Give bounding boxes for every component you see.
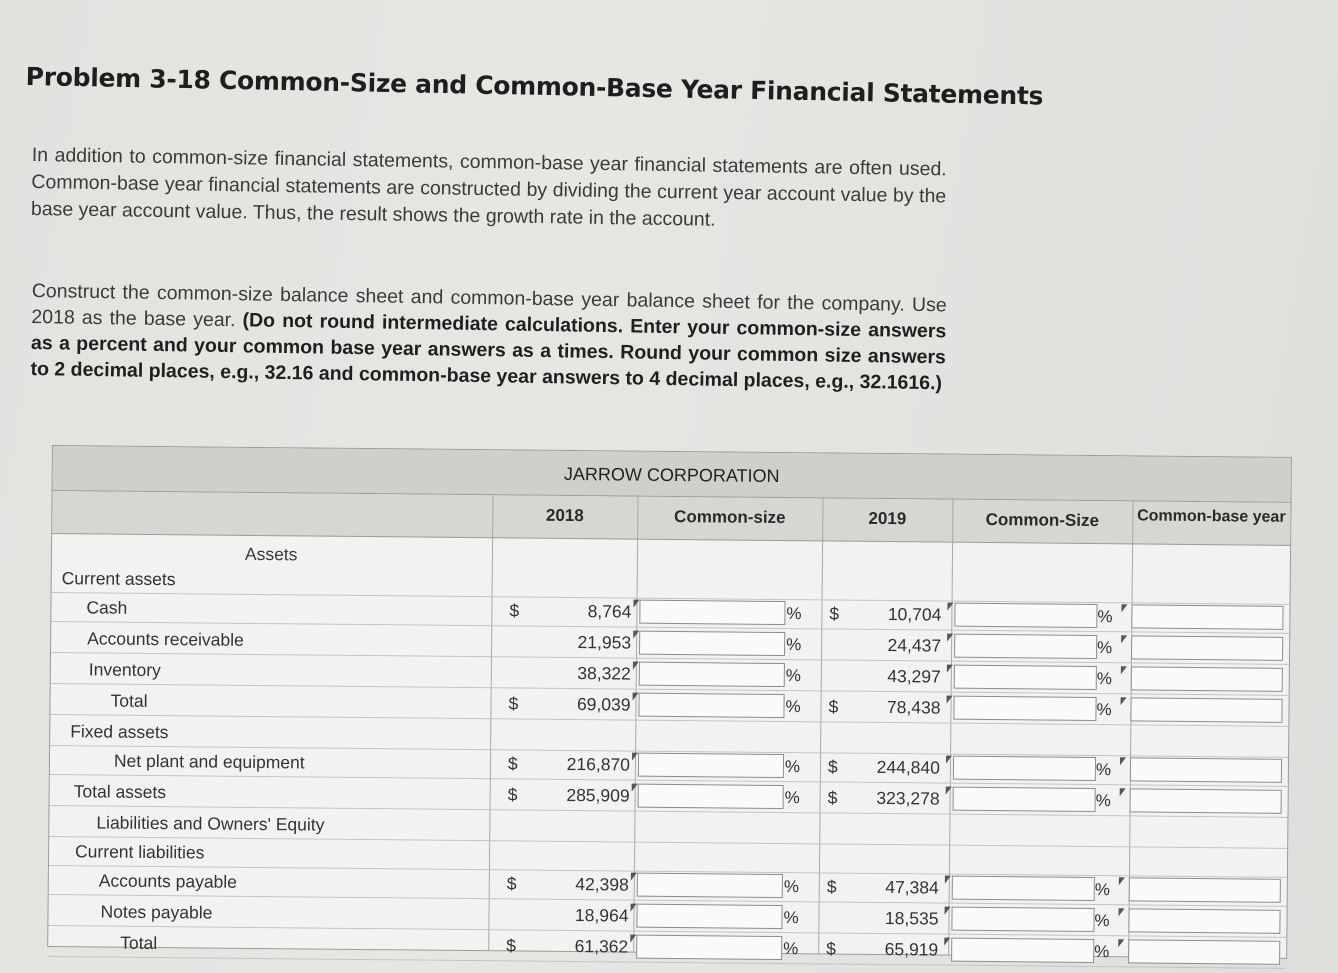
- col-common-size-2019: Common-Size: [985, 509, 1100, 531]
- common-base-year-input[interactable]: [1128, 908, 1280, 933]
- dollar-sign: $: [826, 876, 837, 897]
- value-2018: 21,953: [577, 632, 632, 653]
- row-label: Total assets: [73, 781, 167, 803]
- common-base-year-input[interactable]: [1130, 697, 1282, 722]
- input-flag: [946, 756, 952, 764]
- common-base-year-input[interactable]: [1131, 666, 1283, 691]
- input-flag: [944, 938, 950, 946]
- percent-sign: %: [786, 635, 802, 655]
- input-flag: [947, 603, 953, 611]
- common-size-2018-input[interactable]: [636, 935, 782, 960]
- row-label: Fixed assets: [70, 721, 169, 743]
- company-name: JARROW CORPORATION: [563, 463, 780, 486]
- common-base-year-input[interactable]: [1130, 757, 1282, 782]
- common-size-2019-input[interactable]: [953, 787, 1096, 812]
- input-flag: [1121, 635, 1127, 643]
- percent-sign: %: [785, 666, 802, 686]
- row-label: Notes payable: [100, 901, 213, 923]
- value-2018: 38,322: [577, 663, 631, 684]
- intro-paragraph: In addition to common-size financial statements, common-base year financial statements are often used. Common-base year financial statements are constructed by dividing the current year account value by the base year account value. Thus, the result shows the growth rate in the account.: [30, 143, 947, 231]
- input-flag: [1119, 908, 1125, 916]
- percent-sign: %: [1094, 911, 1110, 931]
- value-2019: 18,535: [884, 908, 939, 929]
- common-base-year-input[interactable]: [1130, 788, 1282, 813]
- row-label: Total: [110, 690, 148, 711]
- percent-sign: %: [784, 757, 801, 777]
- value-2018: 285,909: [566, 784, 630, 806]
- col-common-size-2018: Common-size: [674, 506, 786, 528]
- dollar-sign: $: [827, 787, 838, 808]
- col-common-base-year: Common-base year: [1137, 507, 1286, 526]
- common-base-year-input[interactable]: [1131, 604, 1283, 629]
- value-2018: 42,398: [575, 874, 629, 895]
- value-2018: 8,764: [587, 601, 632, 622]
- value-2019: 65,919: [884, 939, 939, 960]
- percent-sign: %: [1095, 791, 1111, 811]
- value-2018: 216,870: [566, 753, 631, 775]
- common-base-year-input[interactable]: [1129, 877, 1281, 902]
- problem-title: Problem 3-18 Common-Size and Common-Base Year Financial Statements: [25, 62, 1044, 111]
- input-flag: [1120, 788, 1126, 796]
- row-label: Cash: [86, 597, 128, 618]
- row-label: Current liabilities: [75, 841, 205, 863]
- percent-sign: %: [1097, 607, 1113, 627]
- common-size-2019-input[interactable]: [952, 876, 1095, 901]
- common-size-2018-input[interactable]: [638, 753, 784, 778]
- percent-sign: %: [1096, 700, 1112, 720]
- input-flag: [945, 907, 951, 915]
- percent-sign: %: [783, 877, 800, 897]
- value-2018: 18,964: [574, 905, 629, 926]
- input-flag: [1120, 757, 1126, 765]
- common-size-2018-input[interactable]: [637, 873, 783, 898]
- value-2019: 78,438: [886, 697, 941, 718]
- row-label: Inventory: [88, 659, 161, 681]
- input-flag: [947, 634, 953, 642]
- row-label: Accounts payable: [98, 870, 238, 892]
- percent-sign: %: [784, 788, 800, 808]
- input-flag: [1121, 666, 1127, 674]
- common-size-2018-input[interactable]: [639, 631, 785, 656]
- instructions-bold: (Do not round intermediate calculations. Enter your common-size answers as a percent and your common base year answers as a times. Round your common size answers to 2 decimal places, e.g., 32.16 and common-base year answers to 4 decimal places, e.g., 32.1616.): [30, 309, 947, 395]
- row-label: Liabilities and Owners' Equity: [96, 812, 325, 835]
- dollar-sign: $: [826, 938, 837, 959]
- common-size-2018-input[interactable]: [636, 904, 782, 929]
- common-size-2018-input[interactable]: [638, 693, 784, 718]
- common-size-2018-input[interactable]: [638, 784, 784, 809]
- row-label: Current assets: [61, 568, 176, 590]
- value-2019: 323,278: [876, 787, 940, 809]
- common-size-2019-input[interactable]: [951, 907, 1094, 932]
- dollar-sign: $: [506, 935, 517, 956]
- percent-sign: %: [783, 908, 799, 928]
- percent-sign: %: [1096, 669, 1113, 689]
- dollar-sign: $: [829, 603, 840, 624]
- instructions-paragraph: [30, 278, 947, 396]
- percent-sign: %: [786, 604, 802, 624]
- input-flag: [1121, 697, 1127, 705]
- percent-sign: %: [1094, 942, 1110, 962]
- col-2019: 2019: [868, 508, 907, 529]
- dollar-sign: $: [827, 756, 838, 777]
- dollar-sign: $: [507, 784, 518, 805]
- value-2019: 24,437: [887, 635, 942, 656]
- common-size-2019-input[interactable]: [954, 603, 1097, 628]
- input-flag: [945, 876, 951, 884]
- percent-sign: %: [1097, 638, 1113, 658]
- common-size-2019-input[interactable]: [953, 756, 1096, 781]
- percent-sign: %: [783, 939, 799, 959]
- common-size-2019-input[interactable]: [954, 634, 1097, 659]
- input-flag: [946, 787, 952, 795]
- assets-heading: Assets: [244, 543, 298, 565]
- value-2018: 69,039: [576, 694, 631, 715]
- value-2019: 47,384: [885, 877, 939, 898]
- input-flag: [947, 696, 953, 704]
- dollar-sign: $: [508, 693, 519, 714]
- row-label: Total: [120, 932, 158, 954]
- input-flag: [1119, 877, 1125, 885]
- dollar-sign: $: [828, 696, 839, 717]
- value-2019: 43,297: [887, 666, 941, 687]
- common-size-2018-input[interactable]: [639, 662, 785, 687]
- balance-sheet-table: [47, 445, 1292, 962]
- common-size-2019-input[interactable]: [953, 696, 1096, 721]
- value-2018: 61,362: [574, 936, 629, 957]
- common-base-year-input[interactable]: [1131, 635, 1283, 660]
- row-label: Accounts receivable: [87, 628, 244, 650]
- row-label: Net plant and equipment: [113, 750, 305, 773]
- common-base-year-input[interactable]: [1128, 939, 1280, 964]
- common-size-2019-input[interactable]: [951, 938, 1094, 963]
- value-2019: 10,704: [887, 604, 942, 625]
- percent-sign: %: [785, 697, 801, 717]
- col-2018: 2018: [545, 505, 584, 526]
- dollar-sign: $: [507, 753, 518, 774]
- value-2019: 244,840: [876, 756, 941, 778]
- input-flag: [947, 665, 953, 673]
- input-flag: [1121, 604, 1127, 612]
- percent-sign: %: [1094, 880, 1110, 900]
- percent-sign: %: [1095, 760, 1112, 780]
- input-flag: [1118, 939, 1124, 947]
- dollar-sign: $: [509, 600, 520, 621]
- common-size-2018-input[interactable]: [639, 600, 785, 625]
- dollar-sign: $: [506, 873, 517, 894]
- common-size-2019-input[interactable]: [954, 665, 1097, 690]
- instructions-plain: Construct the common-size balance sheet and common-base year balance sheet for the company. Use 2018 as the base year.: [31, 279, 947, 332]
